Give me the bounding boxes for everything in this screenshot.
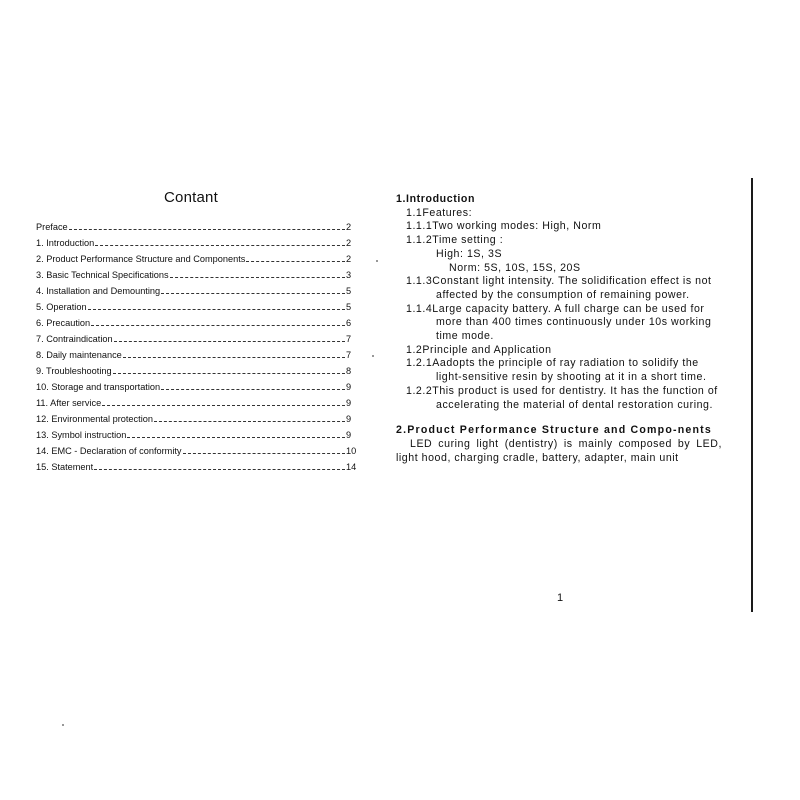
principle-item: 1.2.2This product is used for dentistry. It has the function of accelerating the material of dental restoration curing. <box>406 384 718 411</box>
toc-entry <box>36 313 354 329</box>
toc-entry-page: 3 <box>346 270 352 280</box>
toc-entry <box>36 409 354 425</box>
toc-entry-label: 6. Precaution <box>36 318 91 328</box>
toc-leader <box>88 309 345 310</box>
toc-entry <box>36 329 354 345</box>
principle-item: 1.2.1Aadopts the principle of ray radiation to solidify the light-sensitive resin by shooting at it in a short time. <box>406 357 707 384</box>
table-of-contents <box>36 217 357 473</box>
toc-entry-page: 7 <box>346 350 352 360</box>
toc-entry <box>36 377 354 393</box>
toc-leader <box>102 405 345 406</box>
time-setting-norm: Norm: 5S, 10S, 15S, 20S <box>449 261 581 274</box>
section-heading-structure: 2.Product Performance Structure and Compo-nents <box>396 424 712 437</box>
toc-entry-page: 2 <box>346 238 352 248</box>
toc-entry-page: 5 <box>346 286 352 296</box>
feature-item: 1.1.3Constant light intensity. The solidification effect is not affected by the consumption of remaining power. <box>406 275 712 301</box>
toc-entry-page: 9 <box>346 382 352 392</box>
toc-leader <box>94 469 345 470</box>
toc-leader <box>183 453 345 454</box>
toc-entry-page: 8 <box>346 366 352 376</box>
toc-entry-page: 14 <box>346 462 357 472</box>
toc-entry-page: 6 <box>346 318 352 328</box>
toc-leader <box>114 341 345 342</box>
toc-leader <box>95 245 345 246</box>
toc-leader <box>161 389 345 390</box>
toc-leader <box>69 229 345 230</box>
feature-item: 1.1.2Time setting : <box>406 234 504 247</box>
toc-entry <box>36 297 354 313</box>
scan-speck <box>376 260 378 262</box>
toc-leader <box>246 261 345 262</box>
toc-entry-label: 8. Daily maintenance <box>36 350 122 360</box>
toc-entry-page: 9 <box>346 398 352 408</box>
toc-entry-label: Preface <box>36 222 68 232</box>
binding-edge-line <box>751 178 753 612</box>
toc-entry <box>36 217 354 233</box>
toc-leader <box>113 373 345 374</box>
toc-entry-page: 7 <box>346 334 352 344</box>
toc-entry-label: 1. Introduction <box>36 238 95 248</box>
toc-entry-label: 3. Basic Technical Specifications <box>36 270 169 280</box>
subsection-heading-features: 1.1Features: <box>406 206 473 219</box>
toc-entry-label: 7. Contraindication <box>36 334 113 344</box>
toc-entry-label: 13. Symbol instruction <box>36 430 127 440</box>
toc-entry <box>36 233 354 249</box>
toc-entry-page: 2 <box>346 254 352 264</box>
section-heading-introduction: 1.Introduction <box>396 193 476 205</box>
section-spacer <box>396 412 722 424</box>
toc-entry <box>36 265 354 281</box>
toc-entry <box>36 361 354 377</box>
toc-entry-label: 11. After service <box>36 398 102 408</box>
toc-entry-page: 9 <box>346 414 352 424</box>
toc-entry-label: 4. Installation and Demounting <box>36 286 161 296</box>
feature-item: 1.1.4Large capacity battery. A full charge can be used for more than 400 times continuously under 10s working time mode. <box>406 302 712 343</box>
toc-entry-label: 2. Product Performance Structure and Components <box>36 254 246 264</box>
toc-entry-label: 9. Troubleshooting <box>36 366 112 376</box>
toc-entry-label: 10. Storage and transportation <box>36 382 161 392</box>
toc-leader <box>170 277 345 278</box>
section-paragraph: LED curing light (dentistry) is mainly composed by LED, light hood, charging cradle, battery, adapter, main unit <box>396 437 722 464</box>
scan-speck <box>372 355 374 357</box>
toc-entry <box>36 457 357 473</box>
toc-entry <box>36 425 354 441</box>
toc-entry-label: 15. Statement <box>36 462 94 472</box>
toc-entry <box>36 249 354 265</box>
toc-leader <box>127 437 345 438</box>
manual-content <box>396 193 722 465</box>
toc-entry-label: 14. EMC - Declaration of conformity <box>36 446 182 456</box>
toc-entry-label: 12. Environmental protection <box>36 414 153 424</box>
toc-entry-label: 5. Operation <box>36 302 87 312</box>
toc-leader <box>161 293 345 294</box>
toc-entry <box>36 345 354 361</box>
toc-entry-page: 5 <box>346 302 352 312</box>
toc-leader <box>91 325 345 326</box>
time-setting-high: High: 1S, 3S <box>436 247 503 260</box>
toc-entry-page: 10 <box>346 446 357 456</box>
toc-leader <box>154 421 345 422</box>
subsection-heading-principle: 1.2Principle and Application <box>406 343 552 356</box>
page-number: 1 <box>557 592 564 604</box>
toc-entry <box>36 393 354 409</box>
toc-entry-page: 2 <box>346 222 352 232</box>
toc-entry <box>36 281 354 297</box>
feature-item: 1.1.1Two working modes: High, Norm <box>406 220 602 233</box>
toc-entry <box>36 441 357 457</box>
toc-entry-page: 9 <box>346 430 352 440</box>
toc-title: Contant <box>164 189 218 206</box>
scan-speck <box>62 724 64 726</box>
toc-leader <box>123 357 345 358</box>
